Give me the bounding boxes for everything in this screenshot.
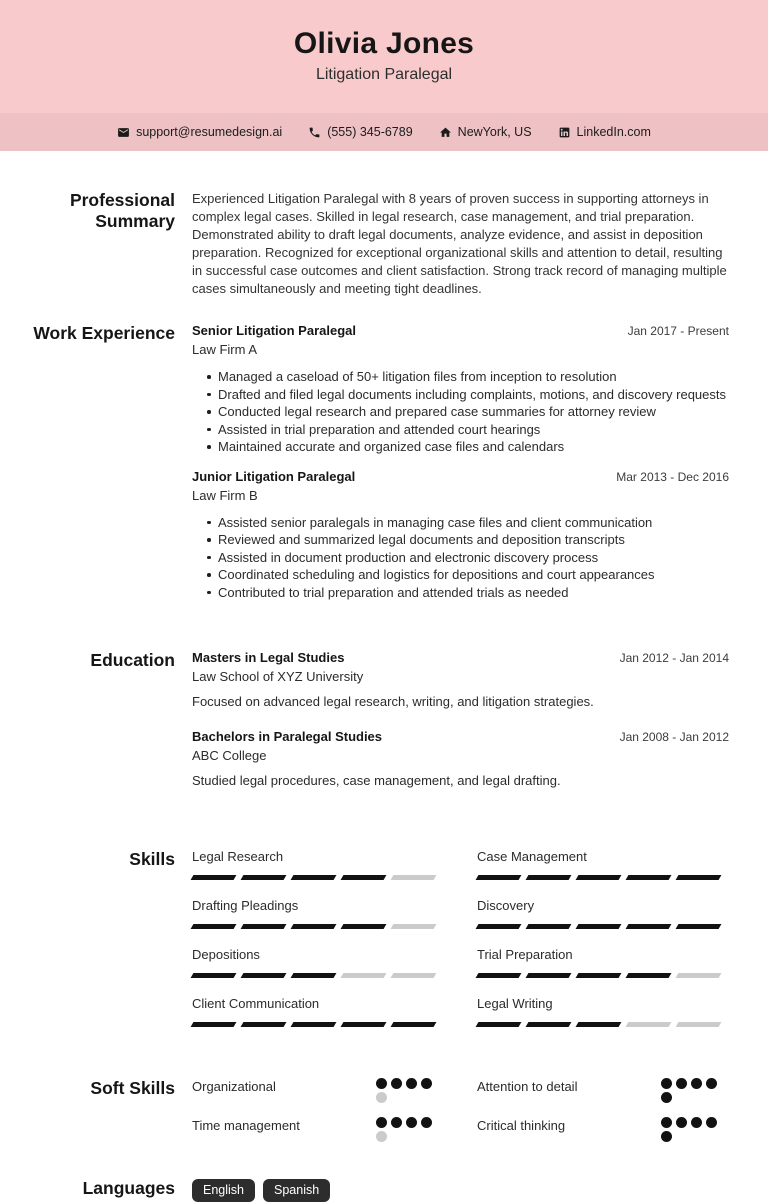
soft-skill-item	[192, 1117, 443, 1142]
skill-level-bar	[477, 875, 728, 880]
skill-level-bar	[192, 924, 443, 929]
skill-level-segment	[576, 875, 622, 880]
soft-skill-dot	[421, 1078, 432, 1089]
education-dates: Jan 2008 - Jan 2012	[619, 730, 729, 744]
skill-level-segment	[341, 973, 387, 978]
section-languages	[0, 1178, 768, 1202]
skill-item	[477, 996, 728, 1027]
soft-skill-dot	[376, 1131, 387, 1142]
job-company: Law Firm B	[192, 487, 258, 503]
resume-header	[0, 0, 768, 113]
soft-skill-dot	[376, 1117, 387, 1128]
soft-skill-dot	[661, 1117, 672, 1128]
section-education	[0, 650, 768, 808]
section-label-skills: Skills	[129, 849, 175, 869]
education-description: Focused on advanced legal research, writing, and litigation strategies.	[192, 694, 594, 709]
soft-skill-name: Attention to detail	[477, 1079, 578, 1094]
skill-level-segment	[626, 875, 672, 880]
job-company: Law Firm A	[192, 342, 258, 357]
email-icon	[117, 126, 130, 139]
candidate-job-title: Litigation Paralegal	[315, 66, 453, 83]
education-degree: Masters in Legal Studies	[192, 650, 345, 665]
soft-skill-dot	[661, 1092, 672, 1103]
skill-name: Legal Writing	[477, 996, 553, 1011]
job-title: Junior Litigation Paralegal	[192, 468, 356, 484]
soft-skill-item	[477, 1117, 728, 1142]
soft-skill-dot	[676, 1078, 687, 1089]
linkedin-icon	[558, 126, 571, 139]
skill-level-segment	[626, 973, 672, 978]
job-bullet: Maintained accurate and organized case files and calendars	[206, 438, 729, 456]
skill-level-segment	[391, 1022, 437, 1027]
soft-skill-dot	[706, 1078, 717, 1089]
skill-level-bar	[477, 924, 728, 929]
skill-item	[477, 849, 728, 880]
home-icon	[439, 126, 452, 139]
job-title: Senior Litigation Paralegal	[192, 323, 356, 338]
skill-name: Case Management	[477, 849, 587, 864]
soft-skill-dot	[661, 1078, 672, 1089]
skill-level-segment	[676, 973, 722, 978]
skill-item	[477, 898, 728, 929]
section-skills	[0, 849, 768, 1045]
soft-skill-item	[192, 1078, 443, 1103]
soft-skill-dot	[406, 1117, 417, 1128]
skill-level-segment	[341, 924, 387, 929]
skill-level-segment	[676, 1022, 722, 1027]
soft-skill-dot	[661, 1131, 672, 1142]
skill-level-segment	[476, 875, 522, 880]
contact-email	[117, 125, 282, 139]
phone-icon	[308, 126, 321, 139]
section-summary	[0, 190, 768, 298]
job-entry	[192, 323, 729, 456]
soft-skill-dots	[661, 1078, 719, 1103]
section-label-summary: Professional Summary	[69, 190, 175, 231]
skill-level-bar	[192, 973, 443, 978]
education-entry	[192, 650, 729, 710]
section-label-soft-skills: Soft Skills	[90, 1078, 175, 1098]
soft-skill-dot	[391, 1078, 402, 1089]
soft-skill-dot	[376, 1078, 387, 1089]
skill-level-segment	[291, 1022, 337, 1027]
soft-skill-dot	[691, 1078, 702, 1089]
education-degree: Bachelors in Paralegal Studies	[192, 729, 383, 744]
skill-level-segment	[241, 924, 287, 929]
skill-level-segment	[526, 973, 572, 978]
job-bullet: Coordinated scheduling and logistics for depositions and court appearances	[206, 566, 729, 584]
job-bullet: Contributed to trial preparation and attended trials as needed	[206, 584, 729, 602]
skill-item	[192, 996, 443, 1027]
education-header	[192, 650, 729, 665]
section-soft-skills	[0, 1078, 768, 1156]
skill-level-segment	[191, 973, 237, 978]
skill-level-segment	[291, 875, 337, 880]
skill-level-segment	[476, 924, 522, 929]
skill-level-segment	[391, 924, 437, 929]
contact-phone-text: (555) 345-6789	[327, 125, 413, 139]
contact-bar	[0, 113, 768, 151]
section-label-education: Education	[90, 650, 175, 670]
education-school: ABC College	[192, 748, 267, 763]
candidate-name: Olivia Jones	[293, 27, 475, 60]
skill-level-segment	[241, 875, 287, 880]
job-bullet: Assisted in document production and electronic discovery process	[206, 549, 729, 567]
skill-level-segment	[476, 1022, 522, 1027]
skill-level-segment	[391, 875, 437, 880]
resume-body	[0, 151, 768, 1202]
skill-level-segment	[576, 1022, 622, 1027]
skill-level-segment	[341, 1022, 387, 1027]
soft-skill-dot	[706, 1117, 717, 1128]
section-label-work: Work Experience	[33, 323, 175, 343]
section-label-languages: Languages	[82, 1178, 175, 1198]
skill-item	[477, 947, 728, 978]
skill-name: Legal Research	[192, 849, 284, 864]
contact-location-text: NewYork, US	[457, 125, 532, 139]
education-dates: Jan 2012 - Jan 2014	[619, 651, 729, 665]
skill-level-segment	[391, 973, 437, 978]
job-bullet: Reviewed and summarized legal documents and deposition transcripts	[206, 531, 729, 549]
skill-name: Client Communication	[192, 996, 320, 1011]
skill-level-segment	[676, 924, 722, 929]
contact-email-text: support@resumedesign.ai	[136, 125, 283, 139]
education-school: Law School of XYZ University	[192, 669, 364, 684]
job-header	[192, 469, 729, 484]
skill-name: Discovery	[477, 898, 535, 913]
job-bullet: Managed a caseload of 50+ litigation files from inception to resolution	[206, 368, 729, 386]
job-bullet-list	[206, 368, 729, 456]
soft-skill-name: Critical thinking	[477, 1118, 566, 1133]
job-bullet: Drafted and filed legal documents including complaints, motions, and discovery requests	[206, 386, 729, 404]
soft-skill-name: Time management	[192, 1118, 300, 1133]
job-header	[192, 323, 729, 338]
soft-skill-dots	[376, 1117, 434, 1142]
skill-name: Trial Preparation	[477, 947, 573, 962]
skill-item	[192, 947, 443, 978]
education-entry	[192, 729, 729, 789]
skill-level-segment	[191, 875, 237, 880]
skill-level-segment	[526, 1022, 572, 1027]
summary-text: Experienced Litigation Paralegal with 8 years of proven success in supporting attorneys in complex legal cases. Skilled in legal research, case management, and trial preparation. Demonstrated ability to draft legal documents, analyze evidence, and assist in deposition preparation. Recognized for exceptional organizational skills and attention to detail, resulting in successful case outcomes and client satisfaction. Strong track record of managing multiple cases simultaneously and meeting tight deadlines.	[192, 191, 727, 296]
job-entry	[192, 469, 729, 602]
skill-level-segment	[241, 1022, 287, 1027]
skill-level-bar	[477, 1022, 728, 1027]
skill-level-segment	[676, 875, 722, 880]
skill-name: Drafting Pleadings	[192, 898, 299, 913]
soft-skill-dot	[691, 1117, 702, 1128]
skill-item	[192, 898, 443, 929]
job-bullet: Assisted in trial preparation and attended court hearings	[206, 421, 729, 439]
contact-phone	[308, 125, 412, 139]
skill-level-bar	[192, 875, 443, 880]
skill-level-segment	[626, 1022, 672, 1027]
skill-level-segment	[626, 924, 672, 929]
soft-skill-dot	[421, 1117, 432, 1128]
contact-linkedin	[558, 125, 651, 139]
soft-skill-item	[477, 1078, 728, 1103]
job-bullet: Conducted legal research and prepared case summaries for attorney review	[206, 403, 729, 421]
soft-skill-dots	[661, 1117, 719, 1142]
soft-skill-dots	[376, 1078, 434, 1103]
soft-skill-dot	[676, 1117, 687, 1128]
skill-level-segment	[191, 1022, 237, 1027]
contact-location	[439, 125, 532, 139]
skill-level-segment	[291, 924, 337, 929]
soft-skill-dot	[391, 1117, 402, 1128]
education-description: Studied legal procedures, case management, and legal drafting.	[192, 773, 561, 788]
skill-level-segment	[241, 973, 287, 978]
skill-level-segment	[291, 973, 337, 978]
contact-linkedin-text: LinkedIn.com	[576, 125, 651, 139]
skill-name: Depositions	[192, 947, 260, 962]
skill-level-bar	[477, 973, 728, 978]
language-chip: English	[192, 1179, 255, 1202]
skill-level-segment	[341, 875, 387, 880]
skill-level-segment	[576, 973, 622, 978]
job-dates: Mar 2013 - Dec 2016	[616, 469, 729, 484]
skill-level-segment	[526, 875, 572, 880]
skill-level-segment	[576, 924, 622, 929]
soft-skill-dot	[406, 1078, 417, 1089]
language-chip: Spanish	[263, 1179, 330, 1202]
skill-level-segment	[191, 924, 237, 929]
skill-level-segment	[476, 973, 522, 978]
education-header	[192, 729, 729, 744]
skill-level-bar	[192, 1022, 443, 1027]
soft-skill-dot	[376, 1092, 387, 1103]
skill-level-segment	[526, 924, 572, 929]
job-bullet-list	[206, 514, 729, 602]
section-work-experience	[0, 323, 768, 614]
soft-skill-name: Organizational	[192, 1079, 276, 1094]
job-bullet: Assisted senior paralegals in managing case files and client communication	[206, 514, 729, 532]
skill-item	[192, 849, 443, 880]
job-dates: Jan 2017 - Present	[627, 324, 729, 338]
